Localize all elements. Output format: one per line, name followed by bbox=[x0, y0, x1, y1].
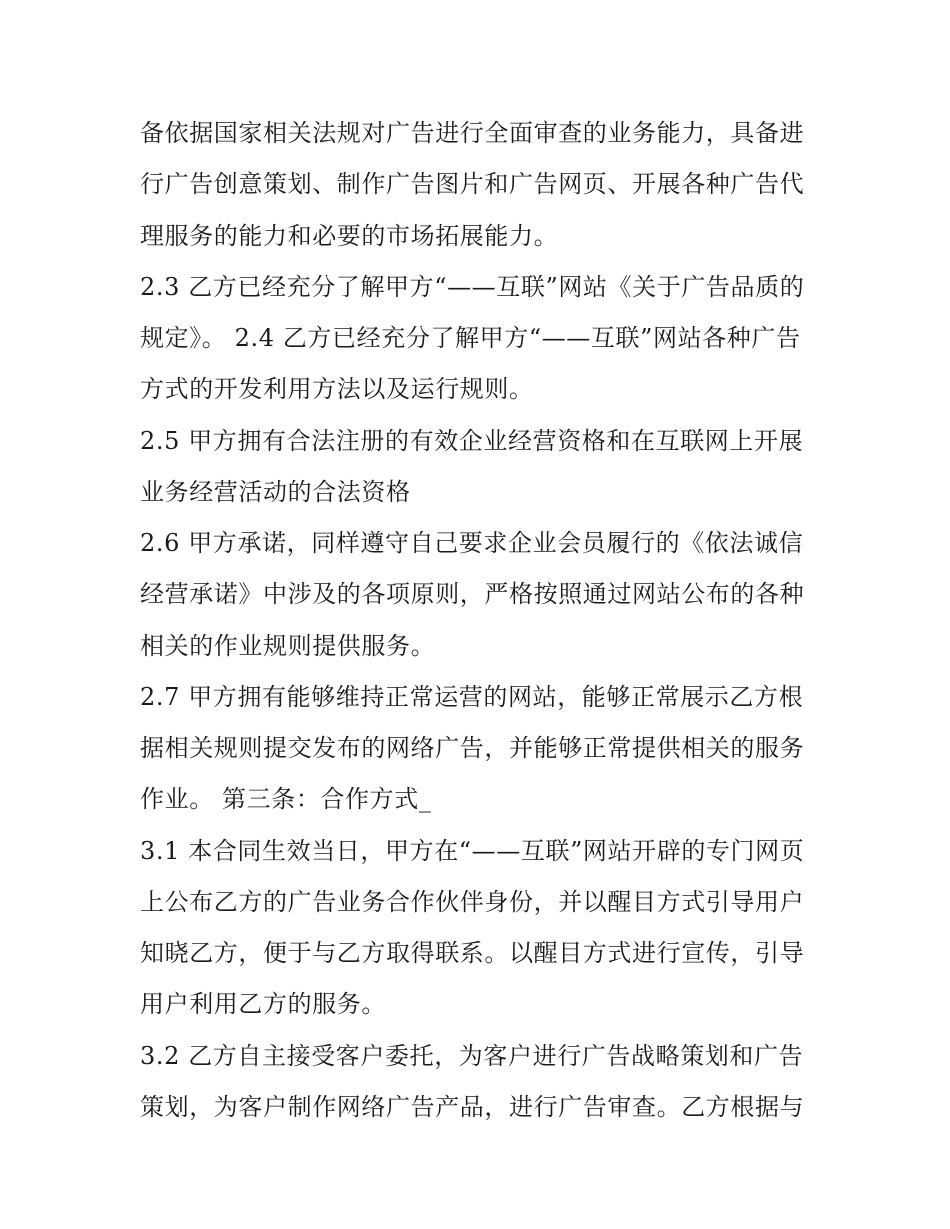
text-line: 知晓乙方，便于与乙方取得联系。以醒目方式进行宣传，引导 bbox=[140, 939, 805, 967]
text-line: 方式的开发利用方法以及运行规则。 bbox=[140, 375, 534, 404]
text-line: 2.3 乙方已经充分了解甲方“——互联”网站《关于广告品质的 bbox=[140, 272, 805, 301]
text-line: 理服务的能力和必要的市场拓展能力。 bbox=[140, 221, 559, 250]
text-line: 3.1 本合同生效当日，甲方在“——互联”网站开辟的专门网页 bbox=[140, 836, 805, 865]
text-line: 行广告创意策划、制作广告图片和广告网页、开展各种广告代 bbox=[140, 170, 805, 199]
text-line: 2.7 甲方拥有能够维持正常运营的网站，能够正常展示乙方根 bbox=[140, 682, 804, 711]
text-line: 规定》。 2.4 乙方已经充分了解甲方“——互联”网站各种广告 bbox=[140, 324, 801, 352]
text-line: 2.5 甲方拥有合法注册的有效企业经营资格和在互联网上开展 bbox=[140, 426, 804, 455]
text-line: 经营承诺》中涉及的各项原则，严格按照通过网站公布的各种 bbox=[140, 580, 805, 609]
text-line: 上公布乙方的广告业务合作伙伴身份，并以醒目方式引导用户 bbox=[140, 887, 805, 916]
text-line: 业务经营活动的合法资格 bbox=[140, 477, 411, 506]
text-line: 策划，为客户制作网络广告产品，进行广告审查。乙方根据与 bbox=[140, 1092, 805, 1121]
text-line: 备依据国家相关法规对广告进行全面审查的业务能力，具备进 bbox=[140, 119, 805, 147]
text-line: 相关的作业规则提供服务。 bbox=[140, 631, 436, 660]
text-line: 3.2 乙方自主接受客户委托，为客户进行广告战略策划和广告 bbox=[140, 1041, 804, 1070]
document-body bbox=[140, 108, 820, 1133]
text-line: 用户利用乙方的服务。 bbox=[140, 990, 386, 1019]
text-line: 2.6 甲方承诺，同样遵守自己要求企业会员履行的《依法诚信 bbox=[140, 529, 804, 557]
text-line: 据相关规则提交发布的网络广告，并能够正常提供相关的服务 bbox=[140, 734, 805, 762]
text-line: 作业。 第三条：合作方式_ bbox=[140, 785, 432, 814]
